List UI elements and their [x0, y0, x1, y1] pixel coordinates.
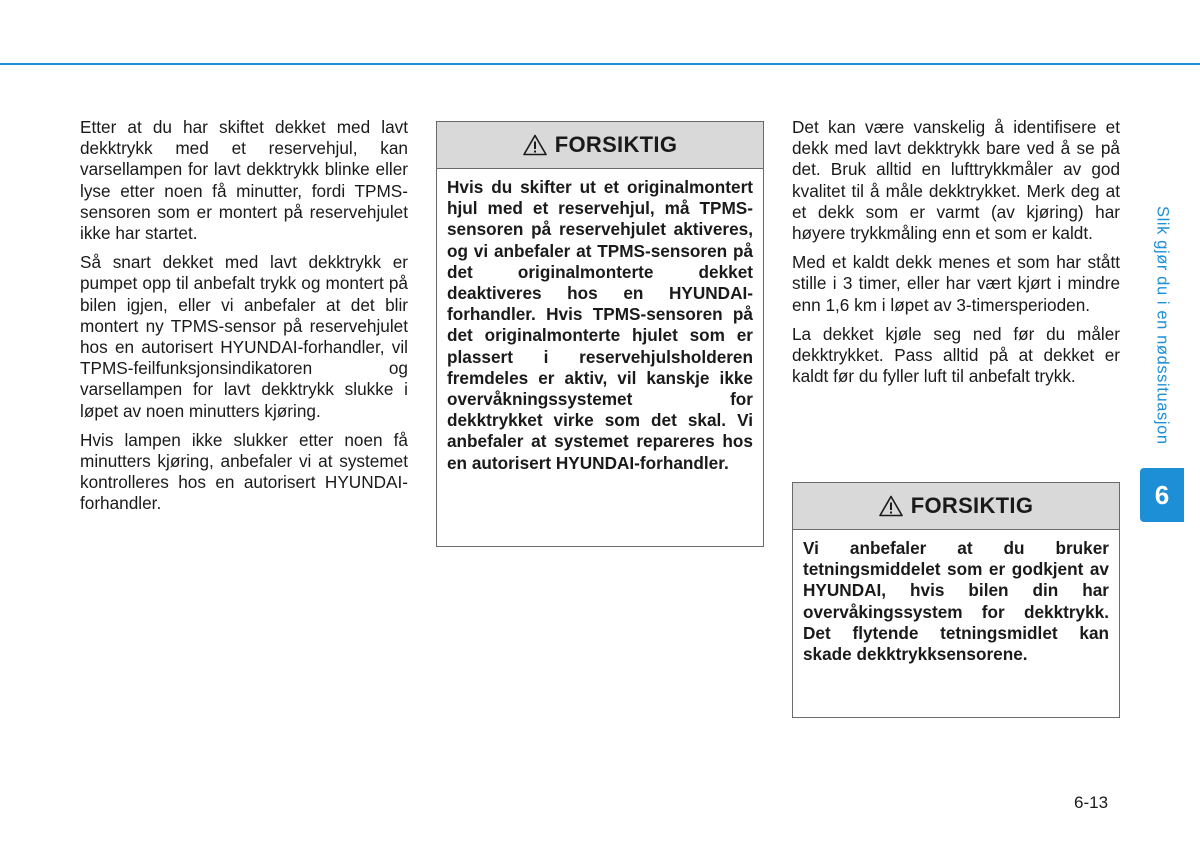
caution-text: Vi anbefaler at du bruker tetningsmiddelet som er godkjent av HYUNDAI, hvis bilen din har overvåkingssystem for dekktrykk. Det flytende tetningsmidlet kan skade dekktrykksensorene. — [803, 538, 1109, 665]
warning-triangle-icon — [879, 495, 903, 517]
warning-triangle-icon — [523, 134, 547, 156]
caution-title: FORSIKTIG — [910, 493, 1034, 518]
paragraph: Så snart dekket med lavt dekktrykk er pumpet opp til anbefalt trykk og montert på bilen igjen, eller vi anbefaler at det blir montert ny TPMS-sensor på reservehjulet hos en autorisert HYUNDAI-forhandler, vil TPMS-feilfunksjonsindikatoren og varsellampen for lavt dekktrykk slukke i løpet av noen minutters kjøring. — [80, 252, 408, 421]
paragraph: Med et kaldt dekk menes et som har stått stille i 3 timer, eller har vært kjørt i mindre enn 1,6 km i løpet av 3-timersperioden. — [792, 252, 1120, 315]
caution-box — [436, 121, 764, 547]
caution-box — [792, 482, 1120, 718]
paragraph: Etter at du har skiftet dekket med lavt dekktrykk med et reservehjul, kan varsellampen for lavt dekktrykk blinke eller lyse etter noen få minutter, fordi TPMS-sensoren som er montert på reservehjulet ikke har startet. — [80, 117, 408, 244]
paragraph: Det kan være vanskelig å identifisere et dekk med lavt dekktrykk bare ved å se på det. Bruk alltid en lufttrykkmåler av god kvalitet til å måle dekktrykket. Merk deg at et dekk som er varmt (av kjøring) har høyere trykkmåling enn et som er kaldt. — [792, 117, 1120, 244]
paragraph: Hvis lampen ikke slukker etter noen få minutters kjøring, anbefaler vi at systemet kontrolleres hos en autorisert HYUNDAI-forhandler. — [80, 429, 408, 514]
right-column — [792, 117, 1120, 395]
caution-header — [437, 122, 763, 169]
left-column — [80, 117, 408, 523]
caution-header — [793, 483, 1119, 530]
chapter-tab: 6 — [1140, 468, 1184, 522]
section-label: Slik gjør du i en nødssituasjon — [1153, 206, 1172, 445]
caution-title: FORSIKTIG — [554, 132, 678, 157]
header-rule — [0, 63, 1200, 65]
paragraph: La dekket kjøle seg ned før du måler dekktrykket. Pass alltid på at dekket er kaldt før du fyller luft til anbefalt trykk. — [792, 323, 1120, 387]
caution-text: Hvis du skifter ut et originalmontert hjul med et reservehjul, må TPMS-sensoren på reservehjulet aktiveres, og vi anbefaler at TPMS-sensoren på det originalmonterte dekket deaktiveres hos en HYUNDAI-forhandler. Hvis TPMS-sensoren på det originalmonterte hjulet som er plassert i reservehjulsholderen fremdeles er aktiv, vil kanskje ikke overvåkningssystemet for dekktrykket virke som det skal. Vi anbefaler at systemet repareres hos en autorisert HYUNDAI-forhandler. — [447, 177, 753, 473]
page-number: 6-13 — [1074, 793, 1109, 812]
